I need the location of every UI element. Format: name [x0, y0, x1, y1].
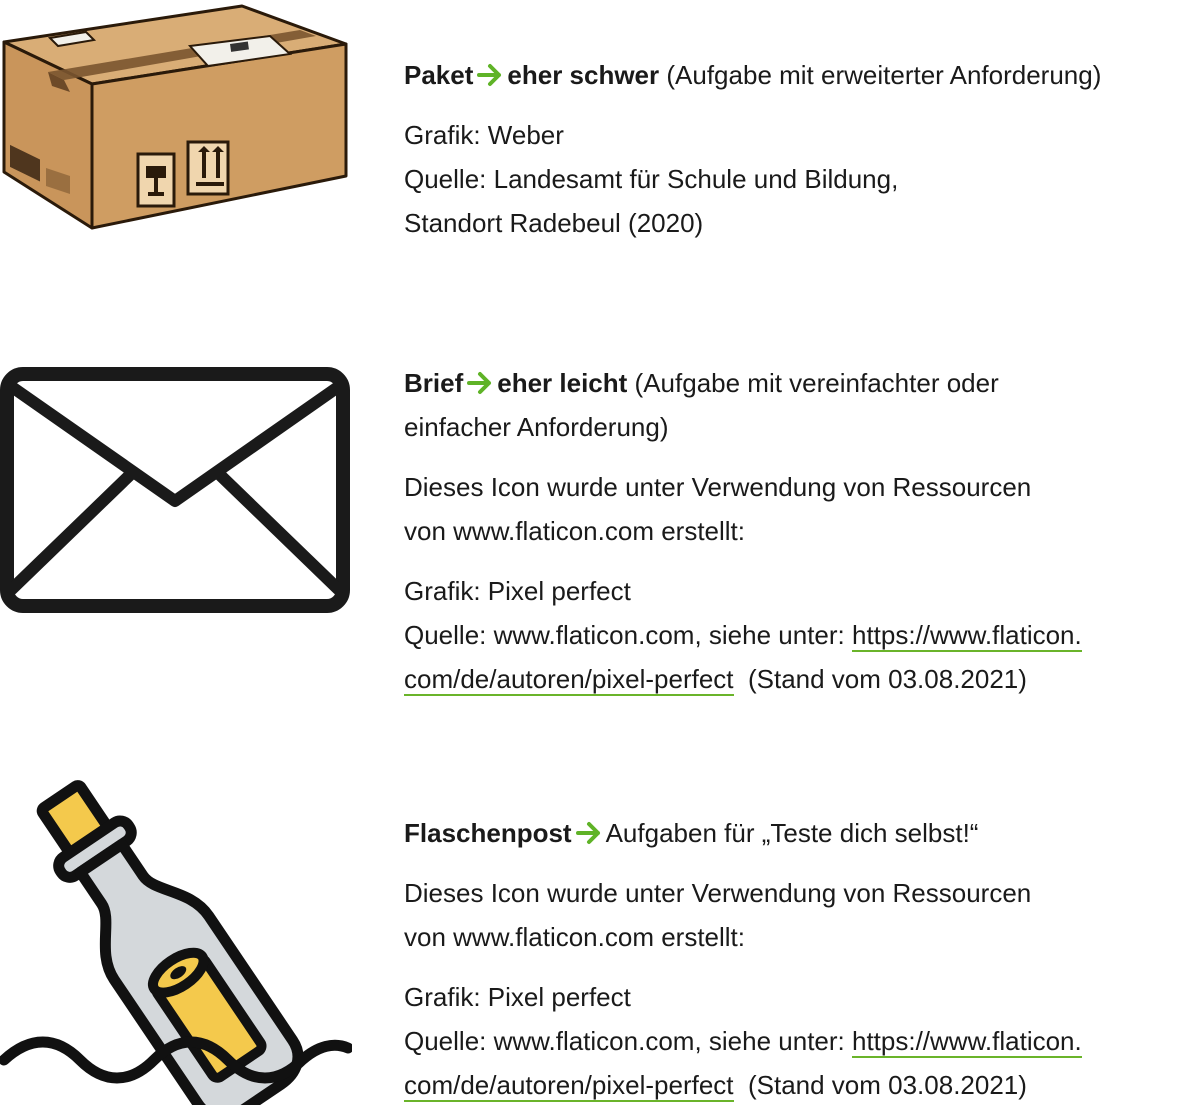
message-in-bottle-icon: [0, 760, 352, 1105]
paket-title: Paket: [404, 60, 474, 90]
flaschenpost-quelle: Quelle: www.flaticon.com, siehe unter:: [404, 1026, 852, 1056]
brief-link-cont[interactable]: com/de/autoren/pixel-perfect: [404, 664, 734, 694]
paket-standort: Standort Radebeul (2020): [404, 208, 704, 238]
flaschenpost-credit-line2: von www.flaticon.com erstellt:: [404, 922, 746, 952]
brief-credit-line2: von www.flaticon.com erstellt:: [404, 516, 746, 546]
brief-credit-line1: Dieses Icon wurde unter Verwendung von Ressourcen: [404, 472, 1032, 502]
arrow-right-icon: [576, 821, 602, 845]
brief-desc: (Aufgabe mit vereinfachter oder: [634, 368, 999, 398]
brief-link[interactable]: https://www.flaticon.: [851, 620, 1082, 650]
brief-stand: (Stand vom 03.08.2021): [747, 664, 1027, 694]
flaschenpost-grafik: Grafik: Pixel perfect: [404, 982, 631, 1012]
paket-desc: (Aufgabe mit erweiterter Anforderung): [666, 60, 1102, 90]
flaschenpost-section: [404, 811, 1174, 1107]
brief-title: Brief: [404, 368, 464, 398]
cardboard-box-icon: [0, 0, 352, 235]
flaschenpost-desc: Aufgaben für „Teste dich selbst!“: [605, 818, 979, 848]
paket-grafik: Grafik: Weber: [404, 120, 564, 150]
brief-section: [404, 361, 1174, 701]
brief-quelle: Quelle: www.flaticon.com, siehe unter:: [404, 620, 852, 650]
flaschenpost-link-cont[interactable]: com/de/autoren/pixel-perfect: [404, 1070, 734, 1100]
arrow-right-icon: [477, 63, 503, 87]
brief-level: eher leicht: [497, 368, 628, 398]
arrow-right-icon: [467, 371, 493, 395]
flaschenpost-title: Flaschenpost: [404, 818, 572, 848]
flaschenpost-link[interactable]: https://www.flaticon.: [851, 1026, 1082, 1056]
brief-desc-cont: einfacher Anforderung): [404, 412, 669, 442]
paket-section: [404, 53, 1174, 245]
flaschenpost-stand: (Stand vom 03.08.2021): [747, 1070, 1027, 1100]
paket-level: eher schwer: [507, 60, 660, 90]
paket-quelle: Quelle: Landesamt für Schule und Bildung,: [404, 164, 899, 194]
brief-grafik: Grafik: Pixel perfect: [404, 576, 631, 606]
flaschenpost-credit-line1: Dieses Icon wurde unter Verwendung von Ressourcen: [404, 878, 1032, 908]
envelope-icon: [0, 367, 350, 613]
